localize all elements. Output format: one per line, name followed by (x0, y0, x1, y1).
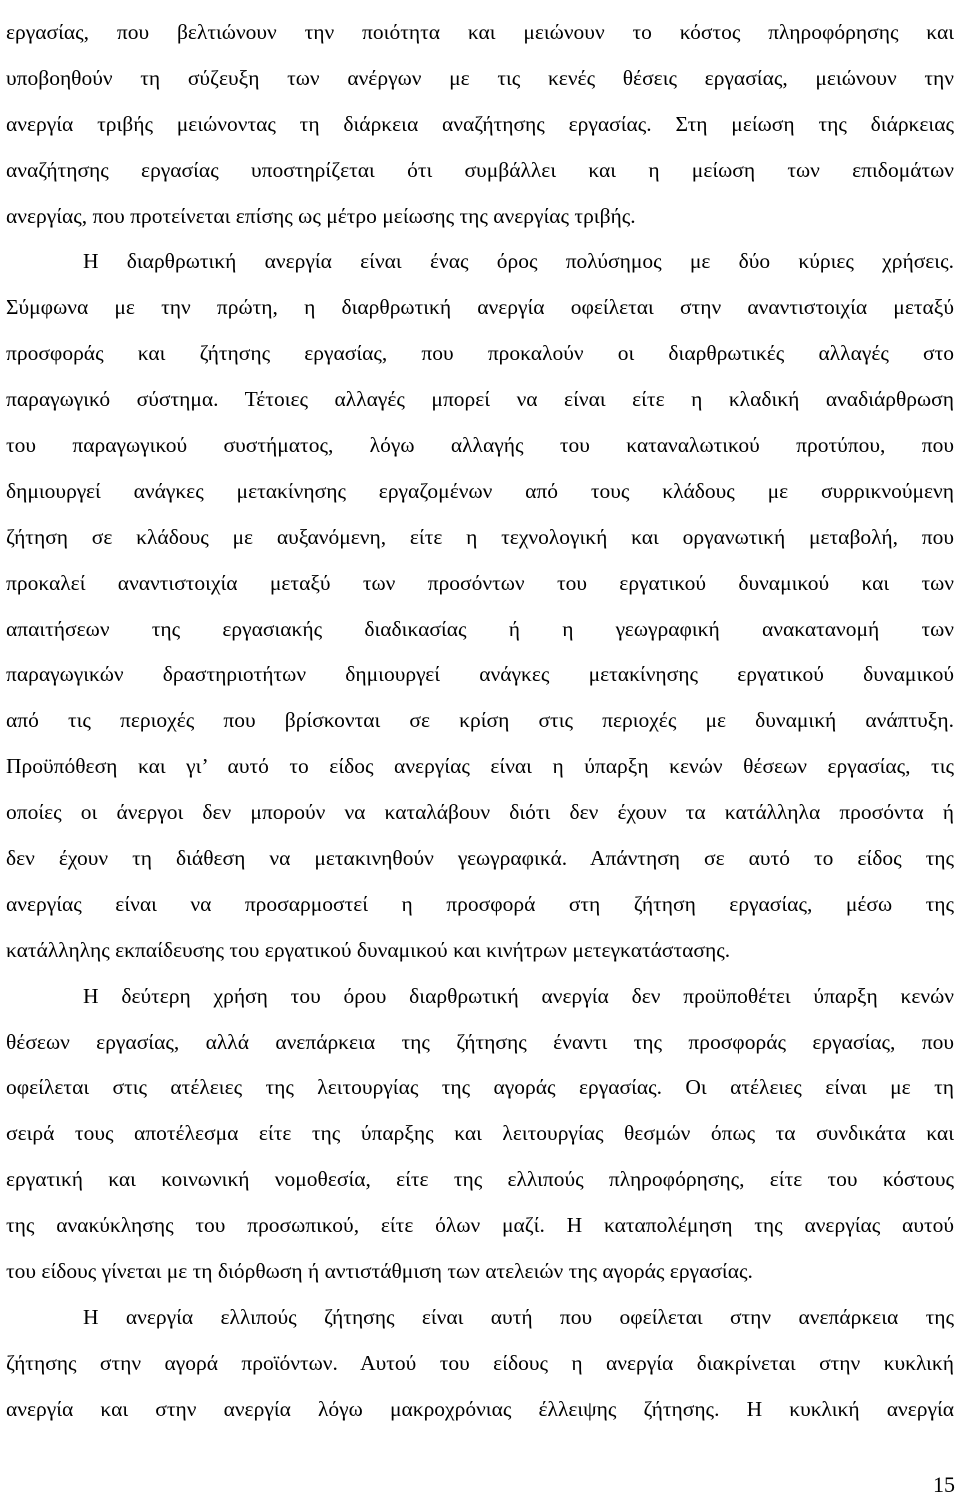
text-line: παραγωγικών δραστηριοτήτων δημιουργεί ανάγκες μετακίνησης εργατικού δυναμικού (6, 662, 954, 687)
text-line: οφείλεται στις ατέλειες της λειτουργίας της αγοράς εργασίας. Οι ατέλειες είναι με τη (6, 1075, 954, 1100)
text-line: από τις περιοχές που βρίσκονται σε κρίση στις περιοχές με δυναμική ανάπτυξη. (6, 708, 954, 733)
text-line: ζήτηση σε κλάδους με αυξανόμενη, είτε η τεχνολογική και οργανωτική μεταβολή, που (6, 524, 954, 549)
text-line: Η ανεργία ελλιπούς ζήτησης είναι αυτή που οφείλεται στην ανεπάρκεια της (83, 1304, 954, 1329)
text-line: ανεργία και στην ανεργία λόγω μακροχρόνιας έλλειψης ζήτησης. Η κυκλική ανεργία (6, 1396, 954, 1421)
text-line: Προϋπόθεση και γι’ αυτό το είδος ανεργίας είναι η ύπαρξη κενών θέσεων εργασίας, τις (6, 754, 954, 779)
text-line: Σύμφωνα με την πρώτη, η διαρθρωτική ανεργία οφείλεται στην αναντιστοιχία μεταξύ (6, 295, 954, 320)
text-line: της ανακύκλησης του προσωπικού, είτε όλων μαζί. Η καταπολέμηση της ανεργίας αυτού (6, 1213, 954, 1238)
text-line: ανεργίας είναι να προσαρμοστεί η προσφορά στη ζήτηση εργασίας, μέσω της (6, 891, 954, 916)
text-line: απαιτήσεων της εργασιακής διαδικασίας ή η γεωγραφική ανακατανομή των (6, 616, 954, 641)
text-line: σειρά τους αποτέλεσμα είτε της ύπαρξης και λειτουργίας θεσμών όπως τα συνδικάτα και (6, 1121, 954, 1146)
page-number: 15 (933, 1472, 955, 1497)
text-line: ανεργίας, που προτείνεται επίσης ως μέτρο μείωσης της ανεργίας τριβής. (6, 203, 636, 228)
text-line: του είδους γίνεται με τη διόρθωση ή αντιστάθμιση των ατελειών της αγοράς εργασίας. (6, 1259, 753, 1284)
text-line: Η δεύτερη χρήση του όρου διαρθρωτική ανεργία δεν προϋποθέτει ύπαρξη κενών (83, 983, 954, 1008)
text-line: ανεργία τριβής μειώνοντας τη διάρκεια αναζήτησης εργασίας. Στη μείωση της διάρκειας (6, 111, 954, 136)
text-line: αναζήτησης εργασίας υποστηρίζεται ότι συμβάλλει και η μείωση των επιδομάτων (6, 157, 954, 182)
text-line: προσφοράς και ζήτησης εργασίας, που προκαλούν οι διαρθρωτικές αλλαγές στο (6, 341, 954, 366)
text-line: του παραγωγικού συστήματος, λόγω αλλαγής του καταναλωτικού προτύπου, που (6, 433, 954, 458)
text-line: προκαλεί αναντιστοιχία μεταξύ των προσόντων του εργατικού δυναμικού και των (6, 570, 954, 595)
text-line: εργασίας, που βελτιώνουν την ποιότητα και μειώνουν το κόστος πληροφόρησης και (6, 20, 954, 44)
text-line: θέσεων εργασίας, αλλά ανεπάρκεια της ζήτησης έναντι της προσφοράς εργασίας, που (6, 1029, 954, 1054)
text-line: Η διαρθρωτική ανεργία είναι ένας όρος πολύσημος με δύο κύριες χρήσεις. (83, 249, 954, 274)
text-line: οποίες οι άνεργοι δεν μπορούν να καταλάβουν διότι δεν έχουν τα κατάλληλα προσόντα ή (6, 800, 954, 825)
text-line: εργατική και κοινωνική νομοθεσία, είτε της ελλιπούς πληροφόρησης, είτε του κόστους (6, 1167, 954, 1192)
text-line: δημιουργεί ανάγκες μετακίνησης εργαζομένων από τους κλάδους με συρρικνούμενη (6, 478, 954, 503)
document-body (6, 10, 954, 1433)
text-line: ζήτησης στην αγορά προϊόντων. Αυτού του είδους η ανεργία διακρίνεται στην κυκλική (6, 1350, 954, 1375)
text-line: δεν έχουν τη διάθεση να μετακινηθούν γεωγραφικά. Απάντηση σε αυτό το είδος της (6, 846, 954, 871)
text-line: κατάλληλης εκπαίδευσης του εργατικού δυναμικού και κινήτρων μετεγκατάστασης. (6, 937, 731, 962)
text-line: παραγωγικό σύστημα. Τέτοιες αλλαγές μπορεί να είναι είτε η κλαδική αναδιάρθρωση (6, 387, 954, 412)
text-line: υποβοηθούν τη σύζευξη των ανέργων με τις κενές θέσεις εργασίας, μειώνουν την (6, 65, 954, 90)
